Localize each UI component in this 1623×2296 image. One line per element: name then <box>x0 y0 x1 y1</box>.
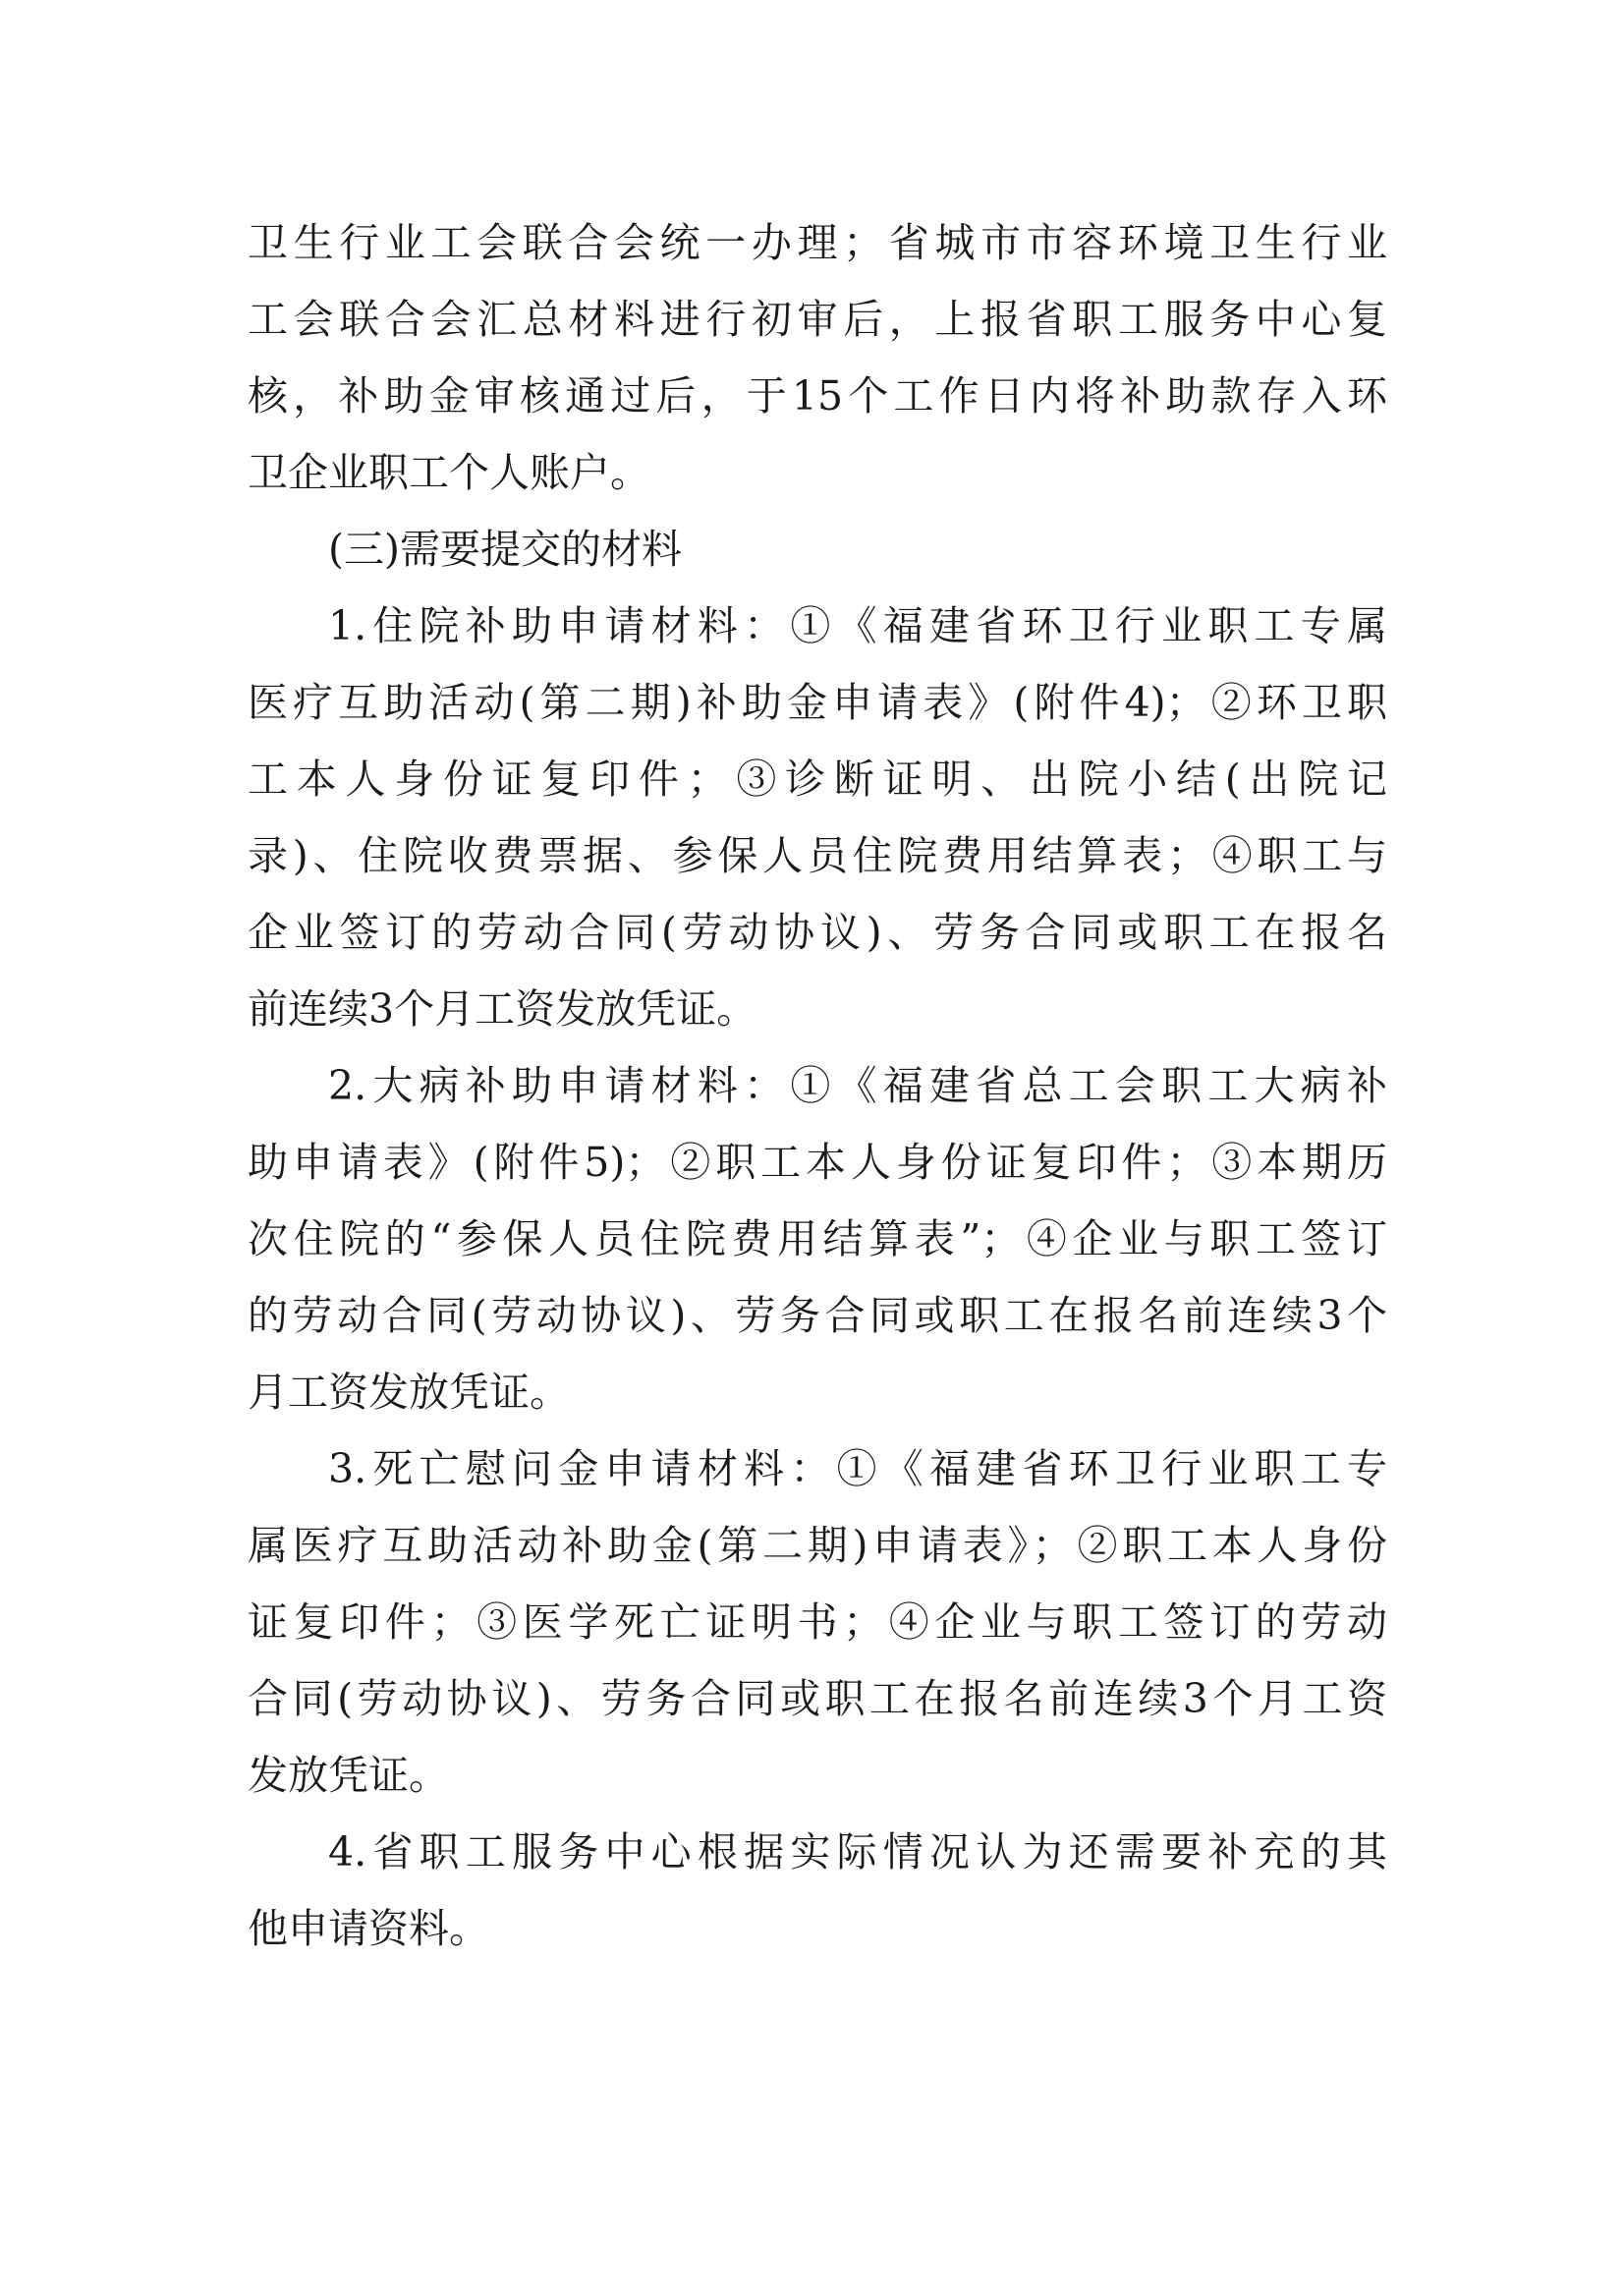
text-line: 合同(劳动协议)、劳务合同或职工在报名前连续3个月工资 <box>248 1675 1387 1722</box>
text-line: 他申请资料。 <box>248 1905 489 1952</box>
text-line: 的劳动合同(劳动协议)、劳务合同或职工在报名前连续3个 <box>248 1292 1387 1339</box>
text-line: 证复印件；③医学死亡证明书；④企业与职工签订的劳动 <box>248 1598 1387 1646</box>
text-line: 月工资发放凭证。 <box>248 1369 570 1416</box>
text-line: 发放凭证。 <box>248 1752 449 1799</box>
text-line: 前连续3个月工资发放凭证。 <box>248 985 757 1033</box>
text-line: 卫企业职工个人账户。 <box>248 449 650 496</box>
text-line: 工会联合会汇总材料进行初审后，上报省职工服务中心复 <box>248 296 1387 343</box>
text-line: 医疗互助活动(第二期)补助金申请表》(附件4)；②环卫职 <box>248 679 1387 726</box>
text-line: 1.住院补助申请材料：①《福建省环卫行业职工专属 <box>328 602 1387 649</box>
text-line: 2.大病补助申请材料：①《福建省总工会职工大病补 <box>328 1062 1387 1109</box>
text-line: 录)、住院收费票据、参保人员住院费用结算表；④职工与 <box>248 832 1387 879</box>
text-line: 次住院的“参保人员住院费用结算表”；④企业与职工签订 <box>248 1215 1387 1262</box>
section-heading: (三)需要提交的材料 <box>328 526 682 573</box>
text-line: 卫生行业工会联合会统一办理；省城市市容环境卫生行业 <box>248 219 1387 266</box>
document-body <box>248 204 1387 1967</box>
text-line: 工本人身份证复印件；③诊断证明、出院小结(出院记 <box>248 756 1387 803</box>
text-line: 4.省职工服务中心根据实际情况认为还需要补充的其 <box>328 1828 1387 1876</box>
text-line: 核，补助金审核通过后，于15个工作日内将补助款存入环 <box>248 372 1387 420</box>
text-line: 企业签订的劳动合同(劳动协议)、劳务合同或职工在报名 <box>248 909 1387 956</box>
text-line: 助申请表》(附件5)；②职工本人身份证复印件；③本期历 <box>248 1139 1387 1186</box>
text-line: 属医疗互助活动补助金(第二期)申请表》；②职工本人身份 <box>248 1522 1387 1569</box>
text-line: 3.死亡慰问金申请材料：①《福建省环卫行业职工专 <box>328 1445 1387 1492</box>
